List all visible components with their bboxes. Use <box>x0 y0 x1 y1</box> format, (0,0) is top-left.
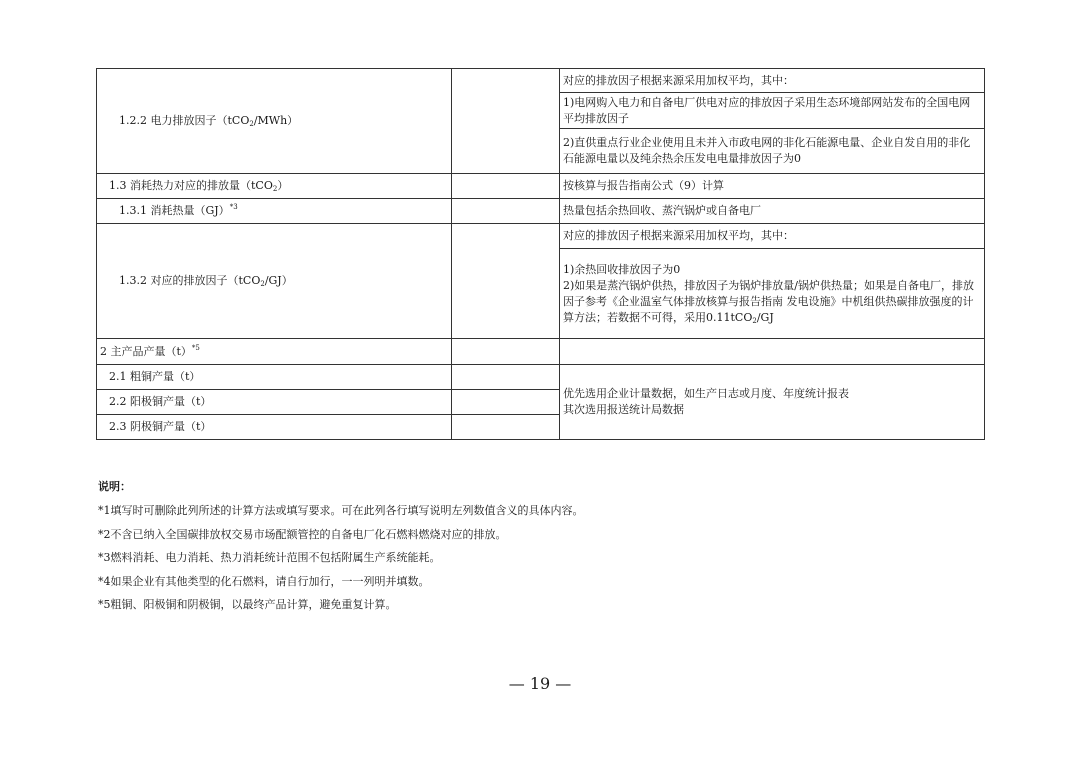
desc-cell-product-source <box>560 365 985 440</box>
row-label-2-2: 2.2 阳极铜产量（t） <box>97 390 452 415</box>
note-item-3: *3燃料消耗、电力消耗、热力消耗统计范围不包括附属生产系统能耗。 <box>98 551 441 564</box>
note-item-5: *5粗铜、阳极铜和阴极铜，以最终产品计算，避免重复计算。 <box>98 598 397 611</box>
value-cell-2[interactable] <box>452 339 560 365</box>
notes-section <box>98 479 584 621</box>
value-cell-2-2[interactable] <box>452 390 560 415</box>
row-label-1-3: 1.3 消耗热力对应的排放量（tCO$_2$） <box>97 174 452 199</box>
desc-cell-1-2-2-grid: 1)电网购入电力和自备电厂供电对应的排放因子采用生态环境部网站发布的全国电网平均排放因子 <box>560 93 985 129</box>
desc-cell-2 <box>560 339 985 365</box>
desc-cell-1-3: 按核算与报告指南公式（9）计算 <box>560 174 985 199</box>
row-label-2-1: 2.1 粗铜产量（t） <box>97 365 452 390</box>
row-label-2-3: 2.3 阴极铜产量（t） <box>97 415 452 440</box>
note-item-4: *4如果企业有其他类型的化石燃料，请自行加行，一一列明并填数。 <box>98 574 430 588</box>
value-cell-1-3[interactable] <box>452 174 560 199</box>
value-cell-2-1[interactable] <box>452 365 560 390</box>
desc-line-waste-heat: 1)余热回收排放因子为0 <box>563 262 681 276</box>
row-label-1-3-2: 1.3.2 对应的排放因子（tCO$_2$/GJ） <box>97 224 452 339</box>
row-label-2: 2 主产品产量$(t)^{*5}$ <box>97 339 452 365</box>
desc-cell-1-3-2-intro: 对应的排放因子根据来源采用加权平均，其中： <box>560 224 985 249</box>
value-cell-1-2-2[interactable] <box>452 69 560 174</box>
row-label-1-2-2: 1.2.2 电力排放因子（tCO$_2$/MWh） <box>97 69 452 174</box>
value-cell-2-3[interactable] <box>452 415 560 440</box>
row-label-1-3-1: 1.3.1 消耗热量（GJ）$^{*3}$ <box>97 199 452 224</box>
emission-data-table <box>96 68 985 440</box>
page-number: — 19 — <box>508 674 572 693</box>
desc-cell-1-2-2-intro: 对应的排放因子根据来源采用加权平均，其中： <box>560 69 985 93</box>
desc-line-steam-boiler: 2)如果是蒸汽锅炉供热，排放因子为锅炉排放量/锅炉供热量；如果是自备电厂，排放因子参考《企业温室气体排放核算与报告指南 发电设施》中机组供热碳排放强度的计算方法；若数据不可得，采用0.11tCO$_2$/GJ <box>563 278 974 325</box>
note-item-2: *2不含已纳入全国碳排放权交易市场配额管控的自备电厂化石燃料燃烧对应的排放。 <box>98 527 507 541</box>
value-cell-1-3-1[interactable] <box>452 199 560 224</box>
desc-cell-1-3-1: 热量包括余热回收、蒸汽锅炉或自备电厂 <box>560 199 985 224</box>
desc-cell-1-3-2-detail <box>560 249 985 339</box>
note-item-1: *1填写时可删除此列所述的计算方法或填写要求。可在此列各行填写说明左列数值含义的具体内容。 <box>98 504 584 517</box>
notes-title: 说明： <box>98 480 131 493</box>
desc-line-secondary: 其次选用报送统计局数据 <box>563 403 684 416</box>
value-cell-1-3-2[interactable] <box>452 224 560 339</box>
desc-line-priority: 优先选用企业计量数据，如生产日志或月度、年度统计报表 <box>563 387 849 400</box>
desc-cell-1-2-2-direct: 2)直供重点行业企业使用且未并入市政电网的非化石能源电量、企业自发自用的非化石能源电量以及纯余热余压发电电量排放因子为0 <box>560 129 985 174</box>
